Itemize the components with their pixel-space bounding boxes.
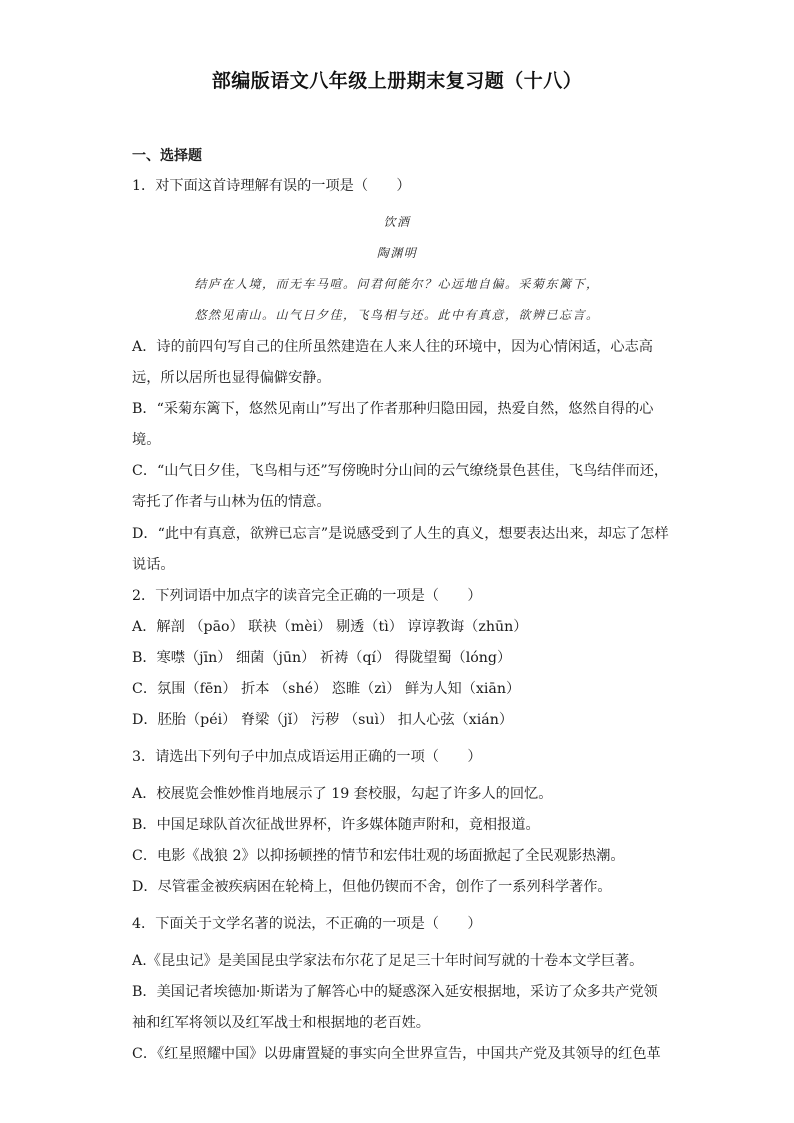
- q3-option-c: C．电影《战狼 2》以抑扬顿挫的情节和宏伟壮观的场面掀起了全民观影热潮。: [132, 848, 625, 864]
- q1-option-a: A．诗的前四句写自己的住所虽然建造在人来人往的环境中，因为心情闲适，心志高: [132, 339, 653, 355]
- page-title: 部编版语文八年级上册期末复习题（十八）: [211, 70, 583, 92]
- section-heading: 一、选择题: [132, 148, 202, 164]
- poem-author: 陶渊明: [376, 246, 418, 260]
- question-2-stem: 2．下列词语中加点字的读音完全正确的一项是（ ）: [132, 588, 482, 604]
- q4-option-b: B．美国记者埃德加·斯诺为了解答心中的疑惑深入延安根据地，采访了众多共产党领: [132, 984, 658, 1000]
- q1-option-d: D．“此中有真意，欲辨已忘言”是说感受到了人生的真义，想要表达出来，却忘了怎样: [132, 526, 669, 542]
- q4-option-c: C．《红星照耀中国》以毋庸置疑的事实向全世界宣告，中国共产党及其领导的红色革: [132, 1046, 661, 1062]
- q1-option-c-cont: 寄托了作者与山林为伍的情意。: [132, 494, 331, 510]
- poem-line-1: 结庐在人境，而无车马喧。问君何能尔？心远地自偏。采菊东篱下，: [194, 277, 600, 291]
- q1-option-b: B．“采菊东篱下，悠然见南山”写出了作者那种归隐田园，热爱自然，悠然自得的心: [132, 401, 654, 417]
- q4-option-b-cont: 袖和红军将领以及红军战士和根据地的老百姓。: [132, 1015, 430, 1031]
- q2-option-d: D．胚胎（péi） 脊梁（jǐ） 污秽 （suì） 扣人心弦（xián）: [132, 712, 514, 728]
- q1-option-b-cont: 境。: [132, 432, 161, 448]
- q1-option-d-cont: 说话。: [132, 557, 175, 573]
- q3-option-a: A．校展览会惟妙惟肖地展示了 19 套校服，勾起了许多人的回忆。: [132, 786, 553, 802]
- q4-option-a: A.《昆虫记》是美国昆虫学家法布尔花了足足三十年时间写就的十卷本文学巨著。: [132, 953, 644, 969]
- q3-option-d: D．尽管霍金被疾病困在轮椅上，但他仍锲而不舍，创作了一系列科学著作。: [132, 879, 612, 895]
- poem-title: 饮酒: [383, 215, 411, 229]
- question-4-stem: 4．下面关于文学名著的说法，不正确的一项是（ ）: [132, 916, 482, 932]
- question-1-stem: 1．对下面这首诗理解有误的一项是（ ）: [132, 178, 411, 194]
- q3-option-b: B．中国足球队首次征战世界杯，许多媒体随声附和，竟相报道。: [132, 817, 540, 833]
- q1-option-a-cont: 远，所以居所也显得偏僻安静。: [132, 370, 331, 386]
- q1-option-c: C．“山气日夕佳，飞鸟相与还”写傍晚时分山间的云气缭绕景色甚佳，飞鸟结伴而还，: [132, 463, 669, 479]
- poem-line-2: 悠然见南山。山气日夕佳，飞鸟相与还。此中有真意，欲辨已忘言。: [194, 308, 600, 322]
- q2-option-b: B．寒噤（jīn） 细菌（jūn） 祈祷（qí） 得陇望蜀（lóng）: [132, 650, 512, 666]
- question-3-stem: 3．请选出下列句子中加点成语运用正确的一项（ ）: [132, 749, 482, 765]
- q2-option-c: C．氛围（fēn） 折本 （shé） 恣睢（zì） 鲜为人知（xiān）: [132, 681, 521, 697]
- q2-option-a: A．解剖 （pāo） 联袂（mèi） 剔透（tì） 谆谆教诲（zhūn）: [132, 619, 528, 635]
